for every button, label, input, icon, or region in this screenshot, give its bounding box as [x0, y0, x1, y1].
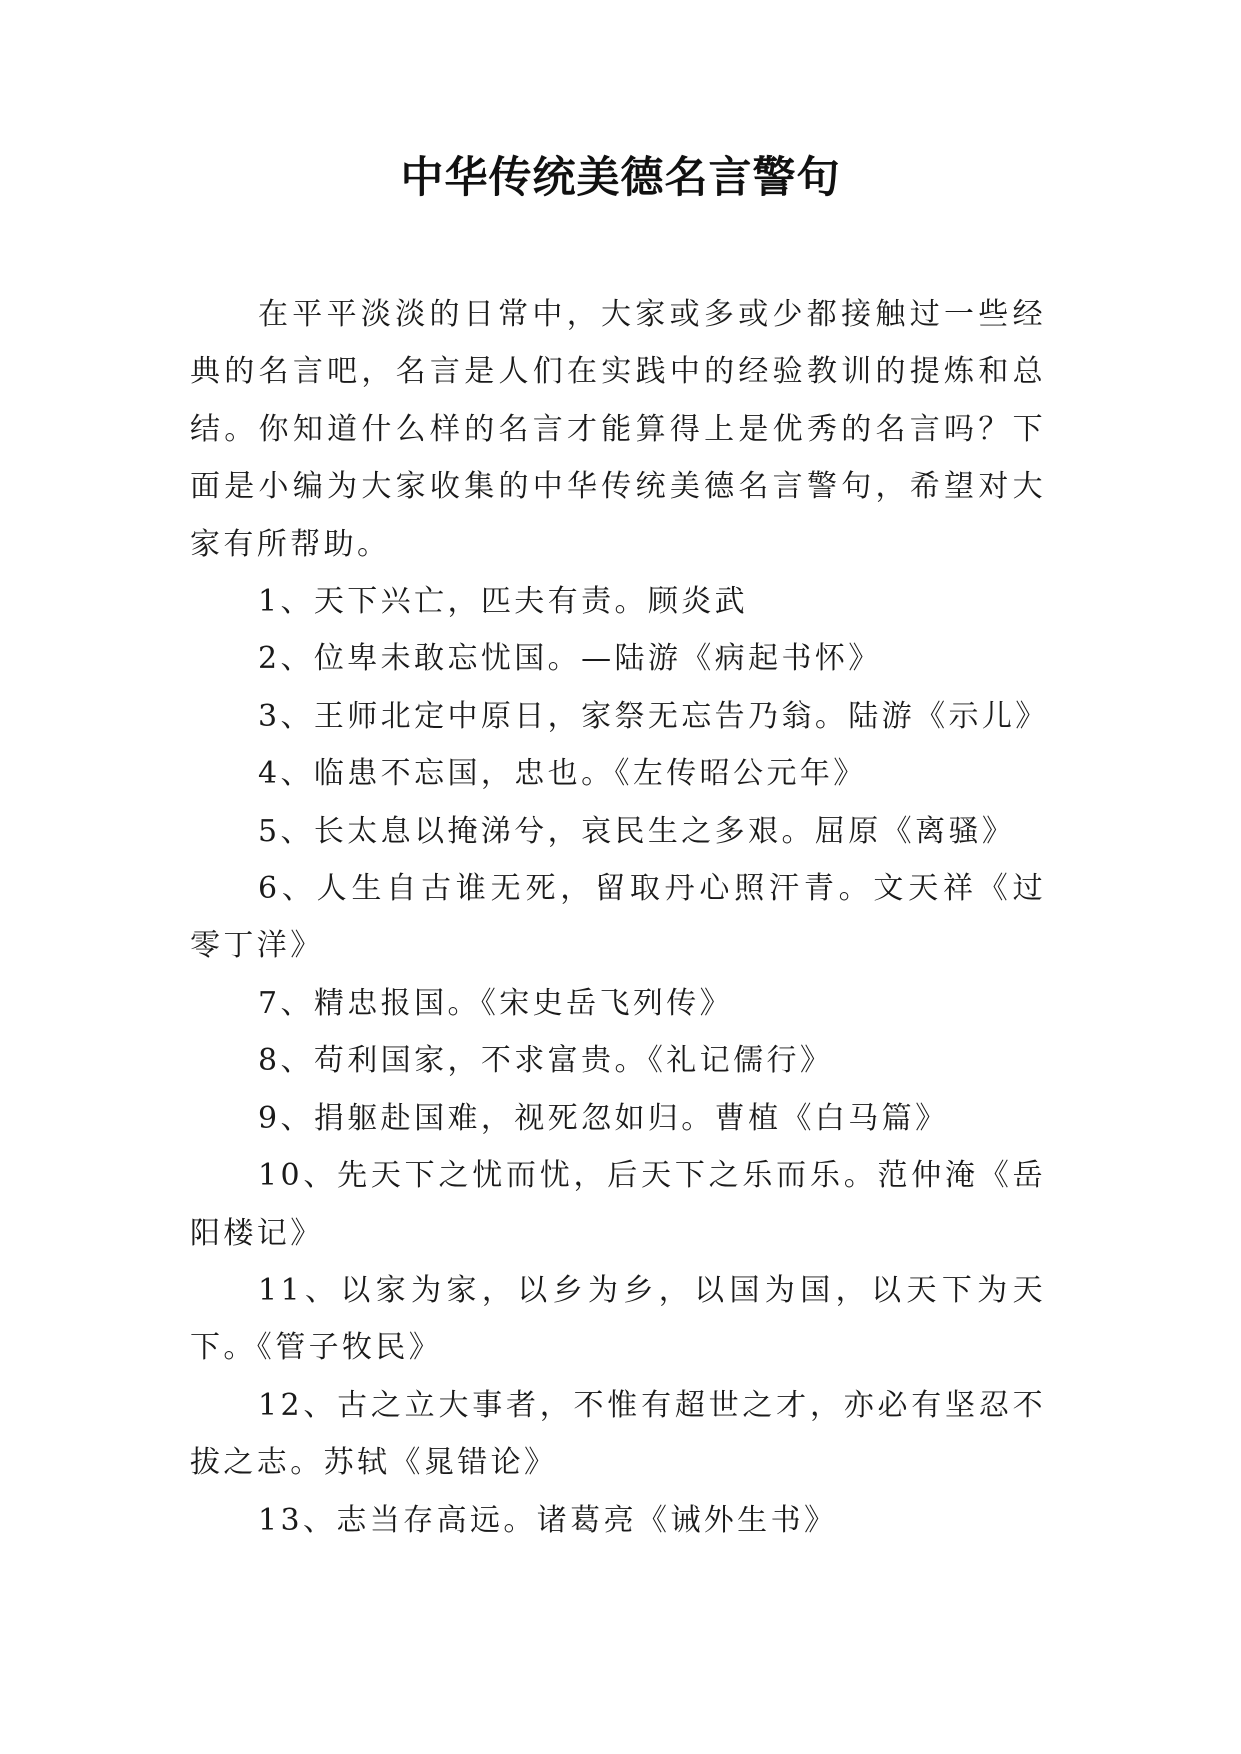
quote-item: 4、临患不忘国，忠也。《左传昭公元年》 [258, 756, 867, 792]
quote-item: 11、以家为家，以乡为乡，以国为国，以天下为天下。《管子牧民》 [190, 1272, 1046, 1366]
quote-item: 9、捐躯赴国难，视死忽如归。曹植《白马篇》 [258, 1100, 949, 1136]
document-title: 中华传统美德名言警句 [400, 153, 841, 203]
quote-item: 5、长太息以掩涕兮，哀民生之多艰。屈原《离骚》 [258, 813, 1016, 849]
quote-item: 13、志当存高远。诸葛亮《诫外生书》 [258, 1502, 838, 1538]
quote-item: 6、人生自古谁无死，留取丹心照汗青。文天祥《过零丁洋》 [190, 871, 1046, 964]
document-body [190, 286, 1049, 1549]
quote-item: 12、古之立大事者，不惟有超世之才，亦必有坚忍不拔之志。苏轼《晁错论》 [190, 1387, 1046, 1481]
quote-item: 7、精忠报国。《宋史岳飞列传》 [258, 985, 734, 1021]
intro-paragraph: 在平平淡淡的日常中，大家或多或少都接触过一些经典的名言吧，名言是人们在实践中的经验教训的提炼和总结。你知道什么样的名言才能算得上是优秀的名言吗？下面是小编为大家收集的中华传统美德名言警句，希望对大家有所帮助。 [190, 297, 1046, 562]
quote-item: 2、位卑未敢忘忧国。—陆游《病起书怀》 [258, 641, 882, 677]
quote-item: 8、苟利国家，不求富贵。《礼记儒行》 [258, 1043, 834, 1079]
quote-item: 1、天下兴亡，匹夫有责。顾炎武 [258, 584, 749, 620]
quote-item: 10、先天下之忧而忧，后天下之乐而乐。范仲淹《岳阳楼记》 [190, 1158, 1046, 1251]
quote-item: 3、王师北定中原日，家祭无忘告乃翁。陆游《示儿》 [258, 698, 1049, 734]
